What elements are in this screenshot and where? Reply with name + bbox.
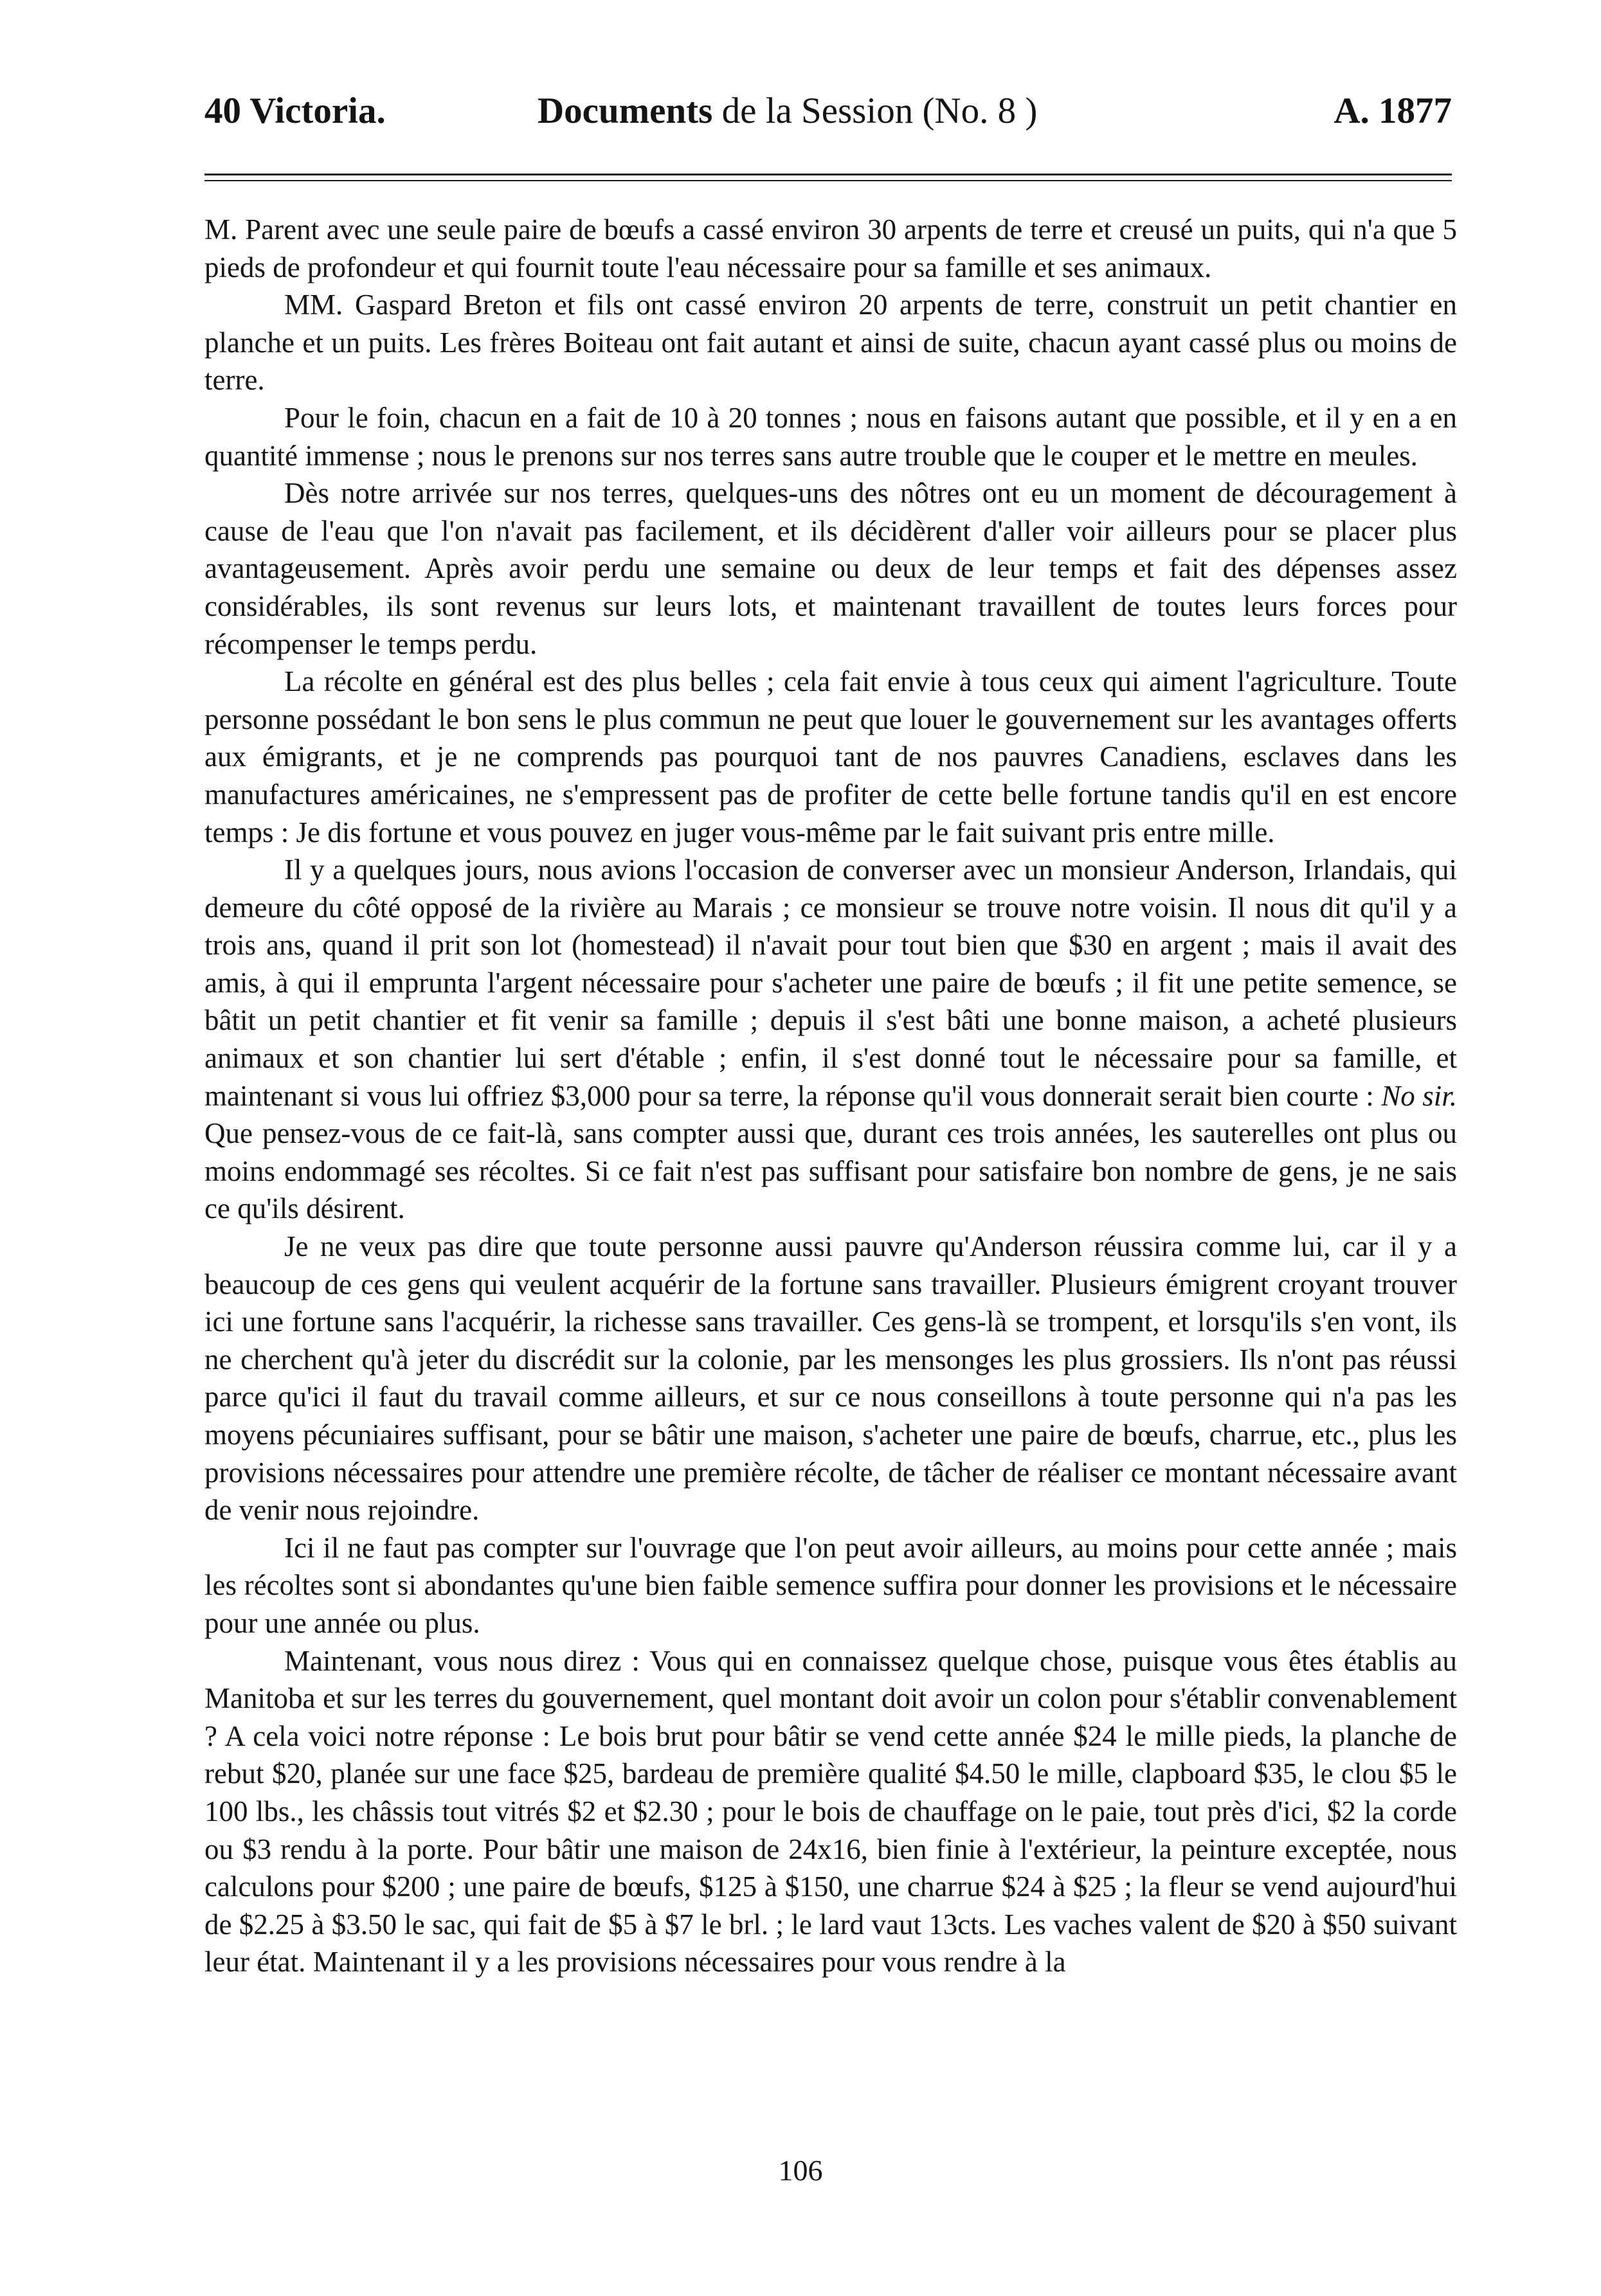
- header-rule-thin: [204, 180, 1452, 181]
- paragraph: Je ne veux pas dire que toute personne aussi pauvre qu'Anderson réussira comme lui, car il y a beaucoup de ces gens qui veulent acquérir de la fortune sans travailler. Plusieurs émigrent croyant trouver ici une fortune sans l'acquérir, la richesse sans travailler. Ces gens-là se trompent, et lorsqu'ils s'en vont, ils ne cherchent qu'à jeter du discrédit sur la colonie, par les mensonges les plus grossiers. Ils n'ont pas réussi parce qu'ici il faut du travail comme ailleurs, et sur ce nous conseillons à toute personne qui n'a pas les moyens pécuniaires suffisant, pour se bâtir une maison, s'acheter une paire de bœufs, charrue, etc., plus les provisions nécessaires pour attendre une première récolte, de tâcher de réaliser ce montant nécessaire avant de venir nous rejoindre.: [204, 1230, 1457, 1527]
- paragraph: M. Parent avec une seule paire de bœufs a cassé environ 30 arpents de terre et creusé un puits, qui n'a que 5 pieds de profondeur et qui fournit toute l'eau nécessaire pour sa famille et ses animaux.: [204, 213, 1457, 283]
- paragraph: Maintenant, vous nous direz : Vous qui en connaissez quelque chose, puisque vous êtes établis au Manitoba et sur les terres du gouvernement, quel montant doit avoir un colon pour s'établir convenablement ? A cela voici notre réponse : Le bois brut pour bâtir se vend cette année $24 le mille pieds, la planche de rebut $20, planée sur une face $25, bardeau de première qualité $4.50 le mille, clapboard $35, le clou $5 le 100 lbs., les châssis tout vitrés $2 et $2.30 ; pour le bois de chauffage on le paie, tout près d'ici, $2 la corde ou $3 rendu à la porte. Pour bâtir une maison de 24x16, bien finie à l'extérieur, la peinture exceptée, nous calculons pour $200 ; une paire de bœufs, $125 à $150, une charrue $24 à $25 ; la fleur se vend aujourd'hui de $2.25 à $3.50 le sac, qui fait de $5 à $7 le brl. ; le lard vaut 13cts. Les vaches valent de $20 à $50 suivant leur état. Maintenant il y a les provisions nécessaires pour vous rendre à la: [204, 1644, 1457, 1978]
- italic-quote: No sir.: [1381, 1079, 1457, 1112]
- paragraph: La récolte en général est des plus belles ; cela fait envie à tous ceux qui aiment l'agriculture. Toute personne possédant le bon sens le plus commun ne peut que louer le gouvernement sur les avantages offerts aux émigrants, et je ne comprends pas pourquoi tant de nos pauvres Canadiens, esclaves dans les manufactures américaines, ne s'empressent pas de profiter de cette belle fortune tandis qu'il en est encore temps : Je dis fortune et vous pouvez en juger vous-même par le fait suivant pris entre mille.: [204, 665, 1457, 848]
- header-rule-thick: [204, 174, 1452, 175]
- running-header: [204, 90, 1452, 148]
- paragraph: MM. Gaspard Breton et fils ont cassé environ 20 arpents de terre, construit un petit chantier en planche et un puits. Les frères Boiteau ont fait autant et ainsi de suite, chacun ayant cassé plus ou moins de terre.: [204, 289, 1457, 397]
- header-title-rest: de la Session (No. 8 ): [712, 91, 1038, 131]
- paragraph-part: Il y a quelques jours, nous avions l'occasion de converser avec un monsieur Anderson, Irlandais, qui demeure du côté opposé de la rivière au Marais ; ce monsieur se trouve notre voisin. Il nous dit qu'il y a trois ans, quand il prit son lot (homestead) il n'avait pour tout bien que $30 en argent ; mais il avait des amis, à qui il emprunta l'argent nécessaire pour s'acheter une paire de bœufs ; il fit une petite semence, se bâtit un petit chantier et fit venir sa famille ; depuis il s'est bâti une bonne maison, a acheté plusieurs animaux et son chantier lui sert d'étable ; enfin, il s'est donné tout le nécessaire pour sa famille, et maintenant si vous lui offriez $3,000 pour sa terre, la réponse qu'il vous donnerait serait bien courte :: [204, 854, 1457, 1112]
- header-title-bold: Documents: [538, 91, 713, 131]
- paragraph: Dès notre arrivée sur nos terres, quelques-uns des nôtres ont eu un moment de découragement à cause de l'eau que l'on n'avait pas facilement, et ils décidèrent d'aller voir ailleurs pour se placer plus avantageusement. Après avoir perdu une semaine ou deux de leur temps et fait des dépenses assez considérables, ils sont revenus sur leurs lots, et maintenant travaillent de toutes leurs forces pour récompenser le temps perdu.: [204, 477, 1457, 660]
- paragraph: [204, 851, 1457, 1228]
- paragraph: Pour le foin, chacun en a fait de 10 à 20 tonnes ; nous en faisons autant que possible, et il y en a en quantité immense ; nous le prenons sur nos terres sans autre trouble que le couper et le mettre en meules.: [204, 401, 1457, 472]
- paragraph: Ici il ne faut pas compter sur l'ouvrage que l'on peut avoir ailleurs, au moins pour cette année ; mais les récoltes sont si abondantes qu'une bien faible semence suffira pour donner les provisions et le nécessaire pour une année ou plus.: [204, 1531, 1457, 1639]
- paragraph-part: Que pensez-vous de ce fait-là, sans compter aussi que, durant ces trois années, les sauterelles ont plus ou moins endommagé ses récoltes. Si ce fait n'est pas suffisant pour satisfaire bon nombre de gens, je ne sais ce qu'ils désirent.: [204, 1117, 1457, 1225]
- page-number: 106: [778, 2154, 823, 2187]
- header-volume: 40 Victoria.: [204, 91, 386, 131]
- header-year: A. 1877: [1334, 91, 1452, 131]
- body-text: [204, 211, 1457, 1981]
- header-title: [538, 90, 1037, 132]
